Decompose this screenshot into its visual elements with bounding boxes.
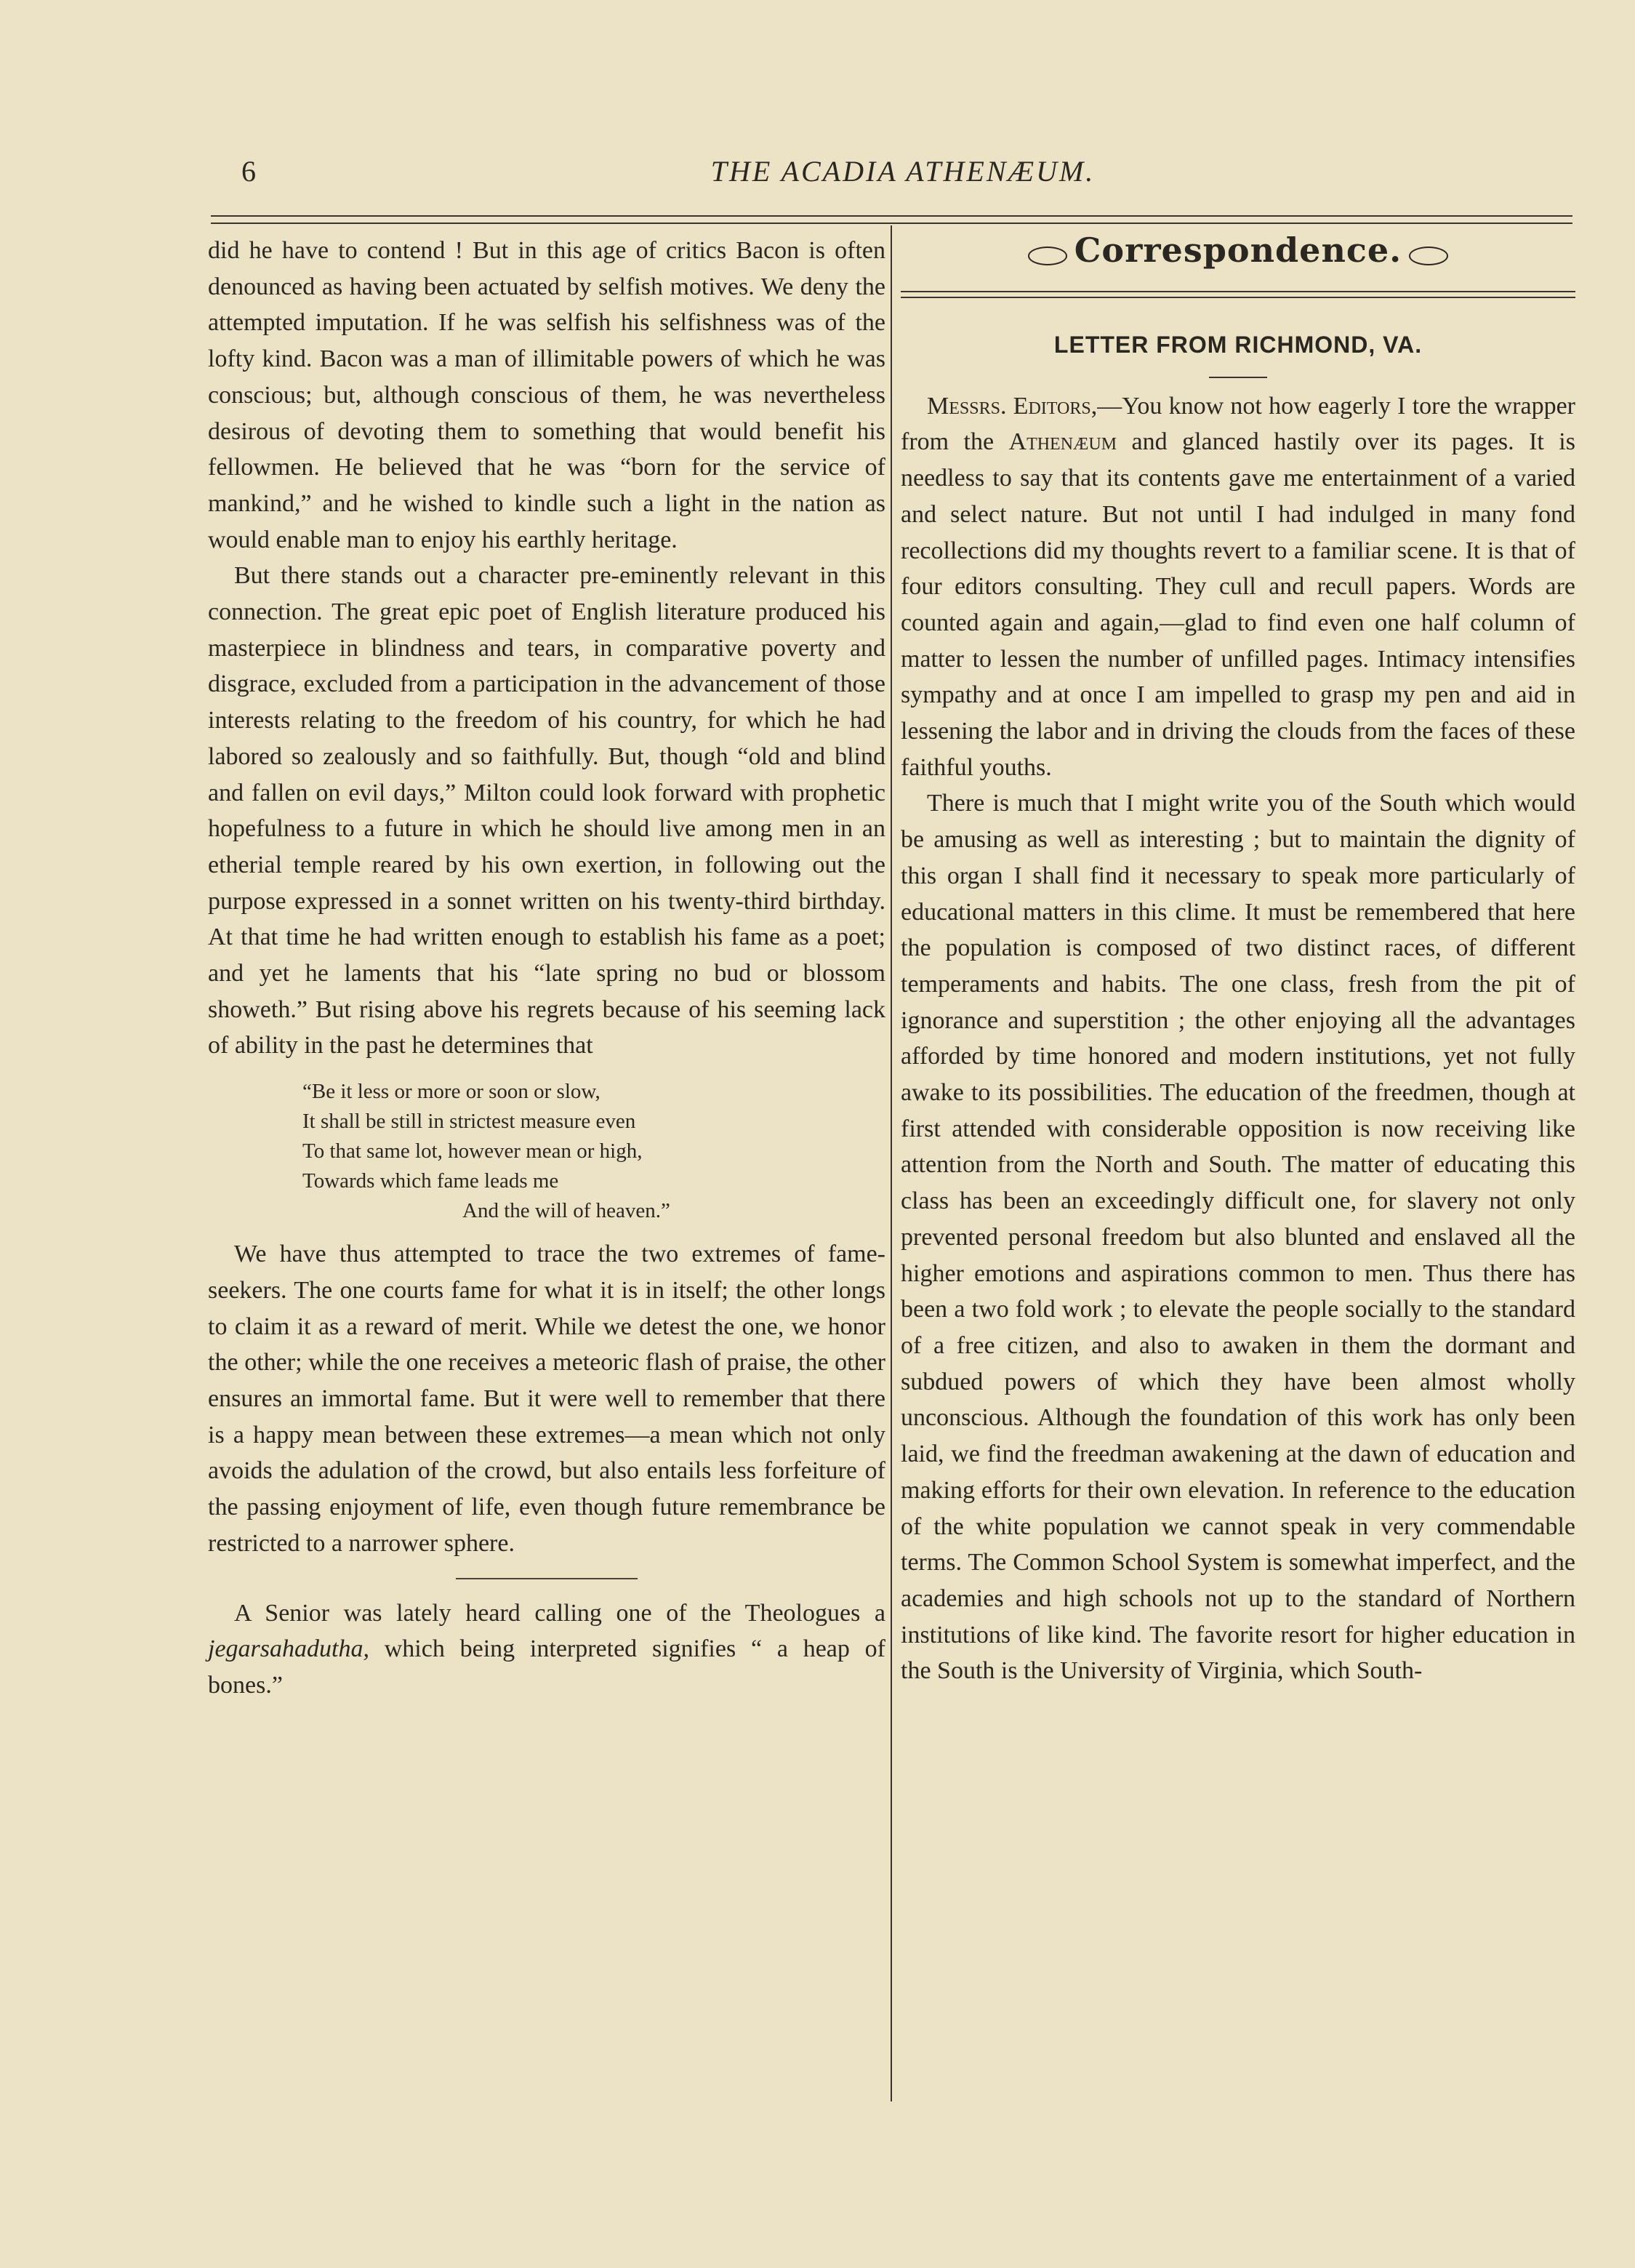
section-rule [901, 291, 1575, 292]
right-column [901, 233, 1575, 1689]
poem-line: And the will of heaven.” [462, 1199, 670, 1223]
section-separator [456, 1578, 638, 1579]
text-run: A Senior was lately heard calling one of the Theologues a [234, 1599, 885, 1627]
text-run: —You know not how eagerly I tore the wrapper from the [901, 392, 1576, 456]
ornament-icon [1028, 247, 1067, 265]
letter-title: LETTER FROM RICHMOND, VA. [1053, 332, 1423, 358]
paragraph: We have thus attempted to trace the two extremes of fame-seekers. The one courts fame for what it is in itself; the other longs to claim it as a reward of merit. While we detest the one, we honor the other; while the one receives a meteoric flash of praise, the other ensures an immortal fame. But it were well to remember that there is a happy mean between these extremes—a mean which not only avoids the adulation of the crowd, but also entails less forfeiture of the passing enjoyment of life, even though future remembrance be restricted to a narrower sphere. [208, 1241, 885, 1557]
paragraph: did he have to contend ! But in this age of critics Bacon is often denounced as having been actuated by selfish motives. We deny the attempted imputation. If he was selfish his selfishness was of the lofty kind. Bacon was a man of illimitable powers of which he was conscious; but, although conscious of them, he was nevertheless desirous of devoting them to something that would benefit his fellowmen. He believed that he was “born for the service of mankind,” and he wished to kindle such a light in the nation as would enable man to enjoy his earthly heritage. [208, 237, 885, 553]
poem-line: It shall be still in strictest measure even [302, 1110, 636, 1134]
section-heading [901, 233, 1575, 284]
section-rule [901, 297, 1575, 298]
header-rule [211, 223, 1572, 224]
page-header [205, 154, 1572, 198]
header-rule [211, 215, 1572, 217]
running-title: THE ACADIA ATHENÆUM. [710, 155, 1096, 188]
poem-line: “Be it less or more or soon or slow, [302, 1080, 600, 1104]
paragraph [208, 1595, 885, 1704]
column-divider [891, 225, 892, 2101]
section-title: Correspondence. [1074, 231, 1402, 270]
poem-line: To that same lot, however mean or high, [302, 1139, 643, 1163]
left-column [208, 233, 885, 1704]
paragraph [901, 388, 1575, 786]
text-run: which being interpreted signifies “ a heap of bones.” [208, 1635, 885, 1699]
paragraph: But there stands out a character pre-eminently relevant in this connection. The great epic poet of English literature produced his masterpiece in blindness and tears, in comparative poverty and disgrace, excluded from a participation in the advancement of those interests relating to the freedom of his country, for which he had labored so zealously and so faithfully. But, though “old and blind and fallen on evil days,” Milton could look forward with prophetic hopefulness to a future in which he should live among men in an etherial temple reared by his own exertion, in following out the purpose expressed in a sonnet written on his twenty-third birthday. At that time he had written enough to establish his fame as a poet; and yet he laments that his “late spring no bud or blossom showeth.” But rising above his regrets because of his seeming lack of ability in the past he determines that [208, 562, 885, 1059]
italic-word: jegarsahadutha, [208, 1635, 369, 1663]
salutation: Messrs. Editors, [927, 392, 1098, 420]
ornament-icon [1409, 247, 1448, 265]
page-number: 6 [241, 155, 256, 188]
title-rule [1209, 377, 1267, 378]
paragraph: There is much that I might write you of the South which would be amusing as well as interesting ; but to maintain the dignity of this organ I shall find it necessary to speak more particularly of educational matters in this clime. It must be remembered that here the population is composed of two distinct races, of different temperaments and habits. The one class, fresh from the pit of ignorance and superstition ; the other enjoying all the advantages afforded by time honored and modern institutions, yet not fully awake to its possibilities. The education of the freedmen, though at first attended with considerable opposition is now receiving like attention from the North and South. The matter of educating this class has been an exceedingly difficult one, for slavery not only prevented personal freedom but also blunted and enslaved all the higher emotions and aspirations common to men. Thus there has been a two fold work ; to elevate the people socially to the standard of a free citizen, and also to awaken in them the dormant and subdued powers of which they have been almost wholly unconscious. Although the foundation of this work has only been laid, we find the freedman awakening at the dawn of education and making efforts for their own elevation. In reference to the education of the white population we cannot speak in very commendable terms. The Common School System is somewhat imperfect, and the academies and high schools not up to the standard of Northern institutions of like kind. The favorite resort for higher education in the South is the University of Virginia, which South- [901, 790, 1575, 1685]
text-run: and glanced hastily over its pages. It is needless to say that its contents gave me entertainment of a varied and select nature. But not until I had indulged in many fond recollections did my thoughts revert to a familiar scene. It is that of four editors consulting. They cull and recull papers. Words are counted again and again,—glad to find even one half column of matter to lessen the number of unfilled pages. Intimacy intensifies sympathy and at once I am impelled to grasp my pen and aid in lessening the labor and in driving the clouds from the faces of these faithful youths. [901, 428, 1575, 781]
poem-line: Towards which fame leads me [302, 1169, 559, 1193]
text-run: Athenæum [1008, 428, 1117, 456]
poem-quote [302, 1077, 885, 1226]
